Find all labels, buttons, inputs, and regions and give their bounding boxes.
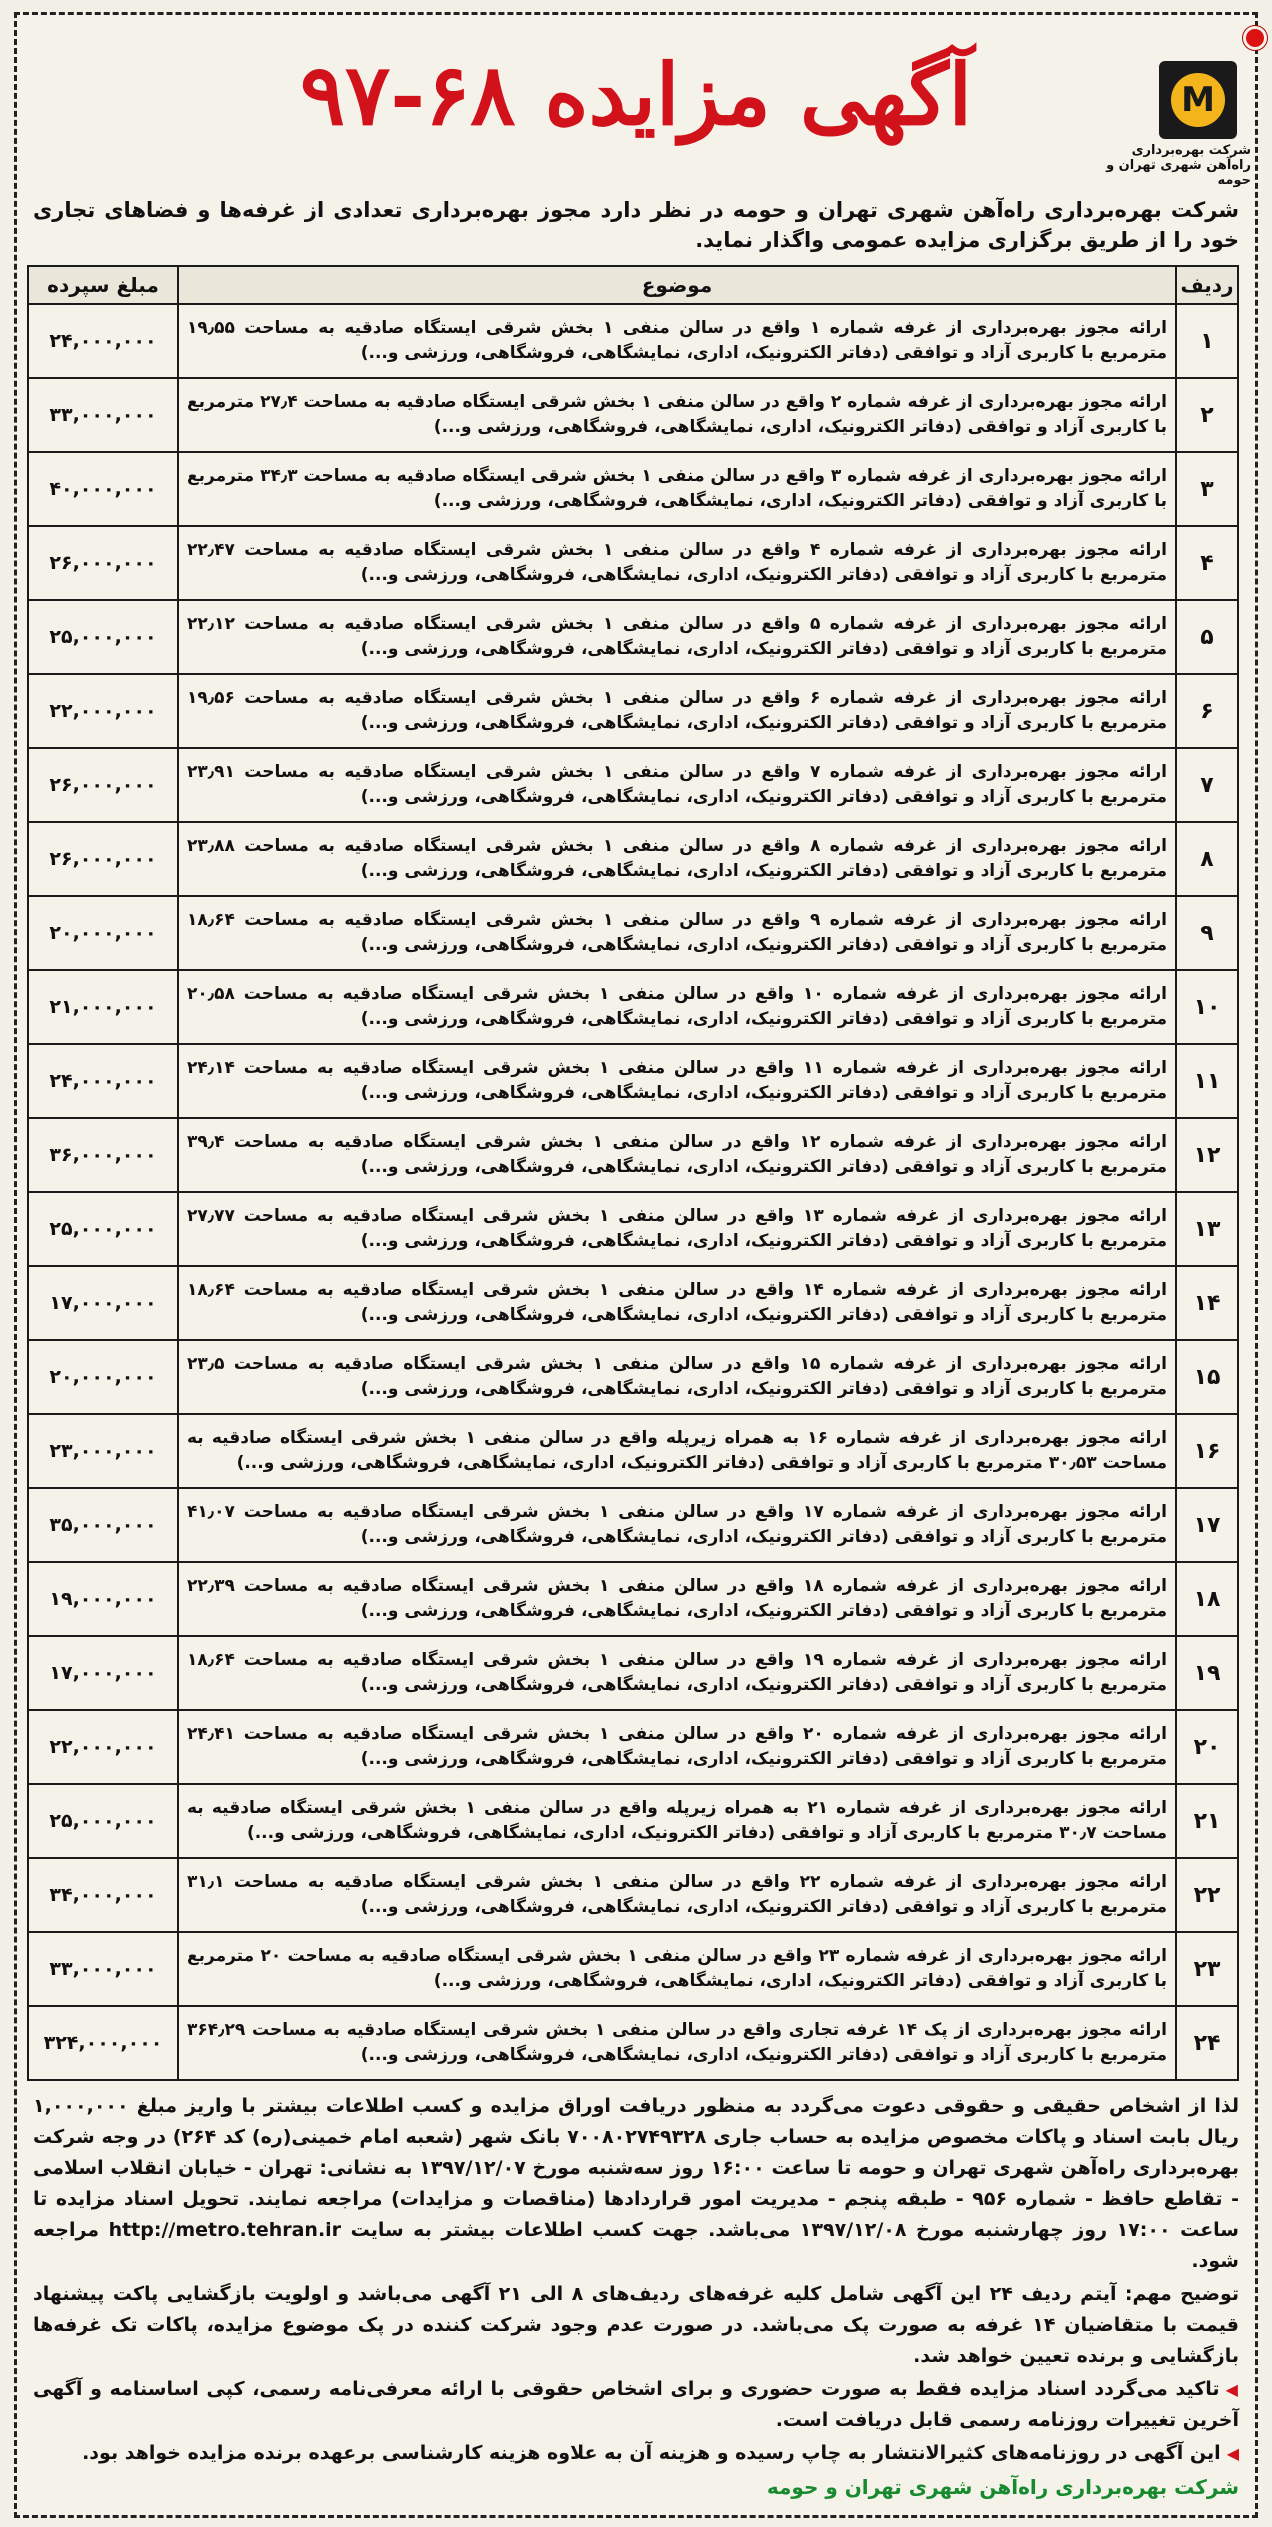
logo-caption-line-1: شرکت بهره‌برداری — [1131, 143, 1251, 158]
row-number-cell: ۲۴ — [1176, 2006, 1238, 2080]
table-row — [28, 1192, 1238, 1266]
logo-mark: M — [1181, 80, 1215, 120]
row-number-cell: ۱۵ — [1176, 1340, 1238, 1414]
subject-cell: ارائه مجوز بهره‌برداری از غرفه شماره ۹ واقع در سالن منفی ۱ بخش شرقی ایستگاه صادقیه به مساحت ۱۸٫۶۴ مترمربع با کاربری آزاد و توافقی (دفاتر الکترونیک، اداری، نمایشگاهی، فروشگاهی، ورزشی و...) — [178, 896, 1176, 970]
deposit-cell: ۱۷,۰۰۰,۰۰۰ — [28, 1266, 178, 1340]
table-row — [28, 1118, 1238, 1192]
table-header-row — [28, 266, 1238, 304]
red-triangle-bullet-icon: ◀ — [1225, 2380, 1240, 2399]
deposit-cell: ۲۰,۰۰۰,۰۰۰ — [28, 1340, 178, 1414]
row-number-cell: ۱۹ — [1176, 1636, 1238, 1710]
row-number-cell: ۱۱ — [1176, 1044, 1238, 1118]
row-number-cell: ۱ — [1176, 304, 1238, 378]
subject-cell: ارائه مجوز بهره‌برداری از غرفه شماره ۱۷ واقع در سالن منفی ۱ بخش شرقی ایستگاه صادقیه به مساحت ۴۱٫۰۷ مترمربع با کاربری آزاد و توافقی (دفاتر الکترونیک، اداری، نمایشگاهی، فروشگاهی، ورزشی و...) — [178, 1488, 1176, 1562]
deposit-cell: ۲۲,۰۰۰,۰۰۰ — [28, 1710, 178, 1784]
table-row — [28, 748, 1238, 822]
table-row — [28, 1784, 1238, 1858]
row-number-cell: ۲۳ — [1176, 1932, 1238, 2006]
row-number-cell: ۱۸ — [1176, 1562, 1238, 1636]
row-number-cell: ۵ — [1176, 600, 1238, 674]
header — [17, 15, 1255, 188]
deposit-cell: ۱۹,۰۰۰,۰۰۰ — [28, 1562, 178, 1636]
row-number-cell: ۱۳ — [1176, 1192, 1238, 1266]
deposit-cell: ۳۳,۰۰۰,۰۰۰ — [28, 378, 178, 452]
logo-caption — [1071, 143, 1251, 188]
subject-cell: ارائه مجوز بهره‌برداری از غرفه شماره ۱۴ واقع در سالن منفی ۱ بخش شرقی ایستگاه صادقیه به مساحت ۱۸٫۶۴ مترمربع با کاربری آزاد و توافقی (دفاتر الکترونیک، اداری، نمایشگاهی، فروشگاهی، ورزشی و...) — [178, 1266, 1176, 1340]
subject-cell: ارائه مجوز بهره‌برداری از غرفه شماره ۱۳ واقع در سالن منفی ۱ بخش شرقی ایستگاه صادقیه به مساحت ۲۷٫۷۷ مترمربع با کاربری آزاد و توافقی (دفاتر الکترونیک، اداری، نمایشگاهی، فروشگاهی، ورزشی و...) — [178, 1192, 1176, 1266]
row-number-cell: ۱۴ — [1176, 1266, 1238, 1340]
note-3-text: تاکید می‌گردد اسناد مزایده فقط به صورت حضوری و برای اشخاص حقوقی با ارائه معرفی‌نامه رسمی، کپی اساسنامه و آگهی آخرین تغییرات روزنامه رسمی قابل دریافت است. — [33, 2378, 1239, 2431]
deposit-cell: ۲۰,۰۰۰,۰۰۰ — [28, 896, 178, 970]
row-number-cell: ۱۷ — [1176, 1488, 1238, 1562]
table-row — [28, 1636, 1238, 1710]
subject-cell: ارائه مجوز بهره‌برداری از غرفه شماره ۱۰ واقع در سالن منفی ۱ بخش شرقی ایستگاه صادقیه به مساحت ۲۰٫۵۸ مترمربع با کاربری آزاد و توافقی (دفاتر الکترونیک، اداری، نمایشگاهی، فروشگاهی، ورزشی و...) — [178, 970, 1176, 1044]
subject-cell: ارائه مجوز بهره‌برداری از غرفه شماره ۲۲ واقع در سالن منفی ۱ بخش شرقی ایستگاه صادقیه به مساحت ۳۱٫۱ مترمربع با کاربری آزاد و توافقی (دفاتر الکترونیک، اداری، نمایشگاهی، فروشگاهی، ورزشی و...) — [178, 1858, 1176, 1932]
header-subject: موضوع — [178, 266, 1176, 304]
header-deposit: مبلغ سپرده — [28, 266, 178, 304]
row-number-cell: ۲۰ — [1176, 1710, 1238, 1784]
row-number-cell: ۲۱ — [1176, 1784, 1238, 1858]
deposit-cell: ۲۳,۰۰۰,۰۰۰ — [28, 1414, 178, 1488]
deposit-cell: ۳۳,۰۰۰,۰۰۰ — [28, 1932, 178, 2006]
header-row-number: ردیف — [1176, 266, 1238, 304]
table-row — [28, 378, 1238, 452]
table-row — [28, 452, 1238, 526]
deposit-cell: ۲۵,۰۰۰,۰۰۰ — [28, 600, 178, 674]
table-row — [28, 1710, 1238, 1784]
row-number-cell: ۶ — [1176, 674, 1238, 748]
subject-cell: ارائه مجوز بهره‌برداری از غرفه شماره ۷ واقع در سالن منفی ۱ بخش شرقی ایستگاه صادقیه به مساحت ۲۳٫۹۱ مترمربع با کاربری آزاد و توافقی (دفاتر الکترونیک، اداری، نمایشگاهی، فروشگاهی، ورزشی و...) — [178, 748, 1176, 822]
footer-signature: شرکت بهره‌برداری راه‌آهن شهری تهران و حومه — [766, 2475, 1239, 2499]
subject-cell: ارائه مجوز بهره‌برداری از غرفه شماره ۶ واقع در سالن منفی ۱ بخش شرقی ایستگاه صادقیه به مساحت ۱۹٫۵۶ مترمربع با کاربری آزاد و توافقی (دفاتر الکترونیک، اداری، نمایشگاهی، فروشگاهی، ورزشی و...) — [178, 674, 1176, 748]
logo-caption-line-2: راه‌آهن شهری تهران و حومه — [1106, 158, 1251, 188]
row-number-cell: ۱۰ — [1176, 970, 1238, 1044]
table-row — [28, 896, 1238, 970]
subject-cell: ارائه مجوز بهره‌برداری از غرفه شماره ۱ واقع در سالن منفی ۱ بخش شرقی ایستگاه صادقیه به مساحت ۱۹٫۵۵ مترمربع با کاربری آزاد و توافقی (دفاتر الکترونیک، اداری، نمایشگاهی، فروشگاهی، ورزشی و...) — [178, 304, 1176, 378]
deposit-cell: ۲۴,۰۰۰,۰۰۰ — [28, 304, 178, 378]
note-paragraph-3 — [33, 2374, 1239, 2436]
row-number-cell: ۴ — [1176, 526, 1238, 600]
intro-text: شرکت بهره‌برداری راه‌آهن شهری تهران و حومه در نظر دارد مجوز بهره‌برداری تعدادی از غرفه‌ها و فضاهای تجاری خود را از طریق برگزاری مزایده عمومی واگذار نماید. — [33, 198, 1239, 252]
table-row — [28, 304, 1238, 378]
deposit-cell: ۳۵,۰۰۰,۰۰۰ — [28, 1488, 178, 1562]
row-number-cell: ۲۲ — [1176, 1858, 1238, 1932]
row-number-cell: ۳ — [1176, 452, 1238, 526]
table-row — [28, 822, 1238, 896]
deposit-cell: ۲۵,۰۰۰,۰۰۰ — [28, 1192, 178, 1266]
deposit-cell: ۲۴,۰۰۰,۰۰۰ — [28, 1044, 178, 1118]
row-number-cell: ۱۲ — [1176, 1118, 1238, 1192]
table-row — [28, 1266, 1238, 1340]
deposit-cell: ۲۲,۰۰۰,۰۰۰ — [28, 674, 178, 748]
note-paragraph-2: توضیح مهم: آیتم ردیف ۲۴ این آگهی شامل کلیه غرفه‌های ردیف‌های ۸ الی ۲۱ آگهی می‌باشد و اولویت بازگشایی پاکت پیشنهاد قیمت با متقاضیان ۱۴ غرفه به صورت پک می‌باشد. در صورت عدم وجود شرکت کننده در پک موضوع مزایده، پاکات تک غرفه‌ها بازگشایی و برنده تعیین خواهد شد. — [33, 2283, 1240, 2367]
table-row — [28, 1488, 1238, 1562]
note-paragraph-4 — [33, 2438, 1239, 2469]
notes — [33, 2091, 1239, 2469]
table-row — [28, 1858, 1238, 1932]
deposit-cell: ۳۴,۰۰۰,۰۰۰ — [28, 1858, 178, 1932]
deposit-cell: ۳۶,۰۰۰,۰۰۰ — [28, 1118, 178, 1192]
subject-cell: ارائه مجوز بهره‌برداری از غرفه شماره ۲۰ واقع در سالن منفی ۱ بخش شرقی ایستگاه صادقیه به مساحت ۲۴٫۴۱ مترمربع با کاربری آزاد و توافقی (دفاتر الکترونیک، اداری، نمایشگاهی، فروشگاهی، ورزشی و...) — [178, 1710, 1176, 1784]
note-paragraph-1: لذا از اشخاص حقیقی و حقوقی دعوت می‌گردد به منظور دریافت اوراق مزایده و کسب اطلاعات بیشتر با واریز مبلغ ۱,۰۰۰,۰۰۰ ریال بابت اسناد و پاکات مخصوص مزایده به حساب جاری ۷۰۰۸۰۲۷۴۹۳۲۸ بانک شهر (شعبه امام خمینی(ره) کد ۲۶۴) در وجه شرکت بهره‌برداری راه‌آهن شهری تهران و حومه تا ساعت ۱۶:۰۰ روز سه‌شنبه مورخ ۱۳۹۷/۱۲/۰۷ به نشانی: تهران - خیابان انقلاب اسلامی - تقاطع حافظ - شماره ۹۵۶ - طبقه پنجم - مدیریت امور قراردادها (مناقصات و مزایدات) مراجعه نمایند. تحویل اسناد مزایده تا ساعت ۱۷:۰۰ روز چهارشنبه مورخ ۱۳۹۷/۱۲/۰۸ می‌باشد. جهت کسب اطلاعات بیشتر به سایت http://metro.tehran.ir مراجعه شود. — [33, 2095, 1239, 2272]
table-row — [28, 1932, 1238, 2006]
row-number-cell: ۸ — [1176, 822, 1238, 896]
subject-cell: ارائه مجوز بهره‌برداری از غرفه شماره ۲ واقع در سالن منفی ۱ بخش شرقی ایستگاه صادقیه به مساحت ۲۷٫۴ مترمربع با کاربری آزاد و توافقی (دفاتر الکترونیک، اداری، نمایشگاهی، فروشگاهی، ورزشی و...) — [178, 378, 1176, 452]
deposit-cell: ۳۲۴,۰۰۰,۰۰۰ — [28, 2006, 178, 2080]
deposit-cell: ۲۶,۰۰۰,۰۰۰ — [28, 748, 178, 822]
auction-table — [27, 265, 1239, 2081]
subject-cell: ارائه مجوز بهره‌برداری از غرفه شماره ۵ واقع در سالن منفی ۱ بخش شرقی ایستگاه صادقیه به مساحت ۲۲٫۱۲ مترمربع با کاربری آزاد و توافقی (دفاتر الکترونیک، اداری، نمایشگاهی، فروشگاهی، ورزشی و...) — [178, 600, 1176, 674]
subject-cell: ارائه مجوز بهره‌برداری از غرفه شماره ۱۱ واقع در سالن منفی ۱ بخش شرقی ایستگاه صادقیه به مساحت ۲۴٫۱۴ مترمربع با کاربری آزاد و توافقی (دفاتر الکترونیک، اداری، نمایشگاهی، فروشگاهی، ورزشی و...) — [178, 1044, 1176, 1118]
table-row — [28, 1044, 1238, 1118]
deposit-cell: ۲۱,۰۰۰,۰۰۰ — [28, 970, 178, 1044]
table-row — [28, 970, 1238, 1044]
subject-cell: ارائه مجوز بهره‌برداری از غرفه شماره ۳ واقع در سالن منفی ۱ بخش شرقی ایستگاه صادقیه به مساحت ۳۴٫۳ مترمربع با کاربری آزاد و توافقی (دفاتر الکترونیک، اداری، نمایشگاهی، فروشگاهی، ورزشی و...) — [178, 452, 1176, 526]
table-row — [28, 2006, 1238, 2080]
subject-cell: ارائه مجوز بهره‌برداری از غرفه شماره ۲۱ به همراه زیرپله واقع در سالن منفی ۱ بخش شرقی ایستگاه صادقیه به مساحت ۳۰٫۷ مترمربع با کاربری آزاد و توافقی (دفاتر الکترونیک، اداری، نمایشگاهی، فروشگاهی، ورزشی و...) — [178, 1784, 1176, 1858]
table-row — [28, 526, 1238, 600]
deposit-cell: ۱۷,۰۰۰,۰۰۰ — [28, 1636, 178, 1710]
table-row — [28, 600, 1238, 674]
row-number-cell: ۱۶ — [1176, 1414, 1238, 1488]
page-title: آگهی مزایده ۶۸-۹۷ — [299, 45, 973, 144]
deposit-cell: ۲۵,۰۰۰,۰۰۰ — [28, 1784, 178, 1858]
subject-cell: ارائه مجوز بهره‌برداری از غرفه شماره ۸ واقع در سالن منفی ۱ بخش شرقی ایستگاه صادقیه به مساحت ۲۳٫۸۸ مترمربع با کاربری آزاد و توافقی (دفاتر الکترونیک، اداری، نمایشگاهی، فروشگاهی، ورزشی و...) — [178, 822, 1176, 896]
row-number-cell: ۷ — [1176, 748, 1238, 822]
advertisement-sheet — [14, 12, 1258, 2518]
deposit-cell: ۴۰,۰۰۰,۰۰۰ — [28, 452, 178, 526]
subject-cell: ارائه مجوز بهره‌برداری از غرفه شماره ۱۹ واقع در سالن منفی ۱ بخش شرقی ایستگاه صادقیه به مساحت ۱۸٫۶۴ مترمربع با کاربری آزاد و توافقی (دفاتر الکترونیک، اداری، نمایشگاهی، فروشگاهی، ورزشی و...) — [178, 1636, 1176, 1710]
subject-cell: ارائه مجوز بهره‌برداری از غرفه شماره ۱۸ واقع در سالن منفی ۱ بخش شرقی ایستگاه صادقیه به مساحت ۲۲٫۳۹ مترمربع با کاربری آزاد و توافقی (دفاتر الکترونیک، اداری، نمایشگاهی، فروشگاهی، ورزشی و...) — [178, 1562, 1176, 1636]
deposit-cell: ۲۶,۰۰۰,۰۰۰ — [28, 822, 178, 896]
table-row — [28, 674, 1238, 748]
subject-cell: ارائه مجوز بهره‌برداری از غرفه شماره ۱۶ به همراه زیرپله واقع در سالن منفی ۱ بخش شرقی ایستگاه صادقیه به مساحت ۳۰٫۵۳ مترمربع با کاربری آزاد و توافقی (دفاتر الکترونیک، اداری، نمایشگاهی، فروشگاهی، ورزشی و...) — [178, 1414, 1176, 1488]
row-number-cell: ۹ — [1176, 896, 1238, 970]
table-row — [28, 1340, 1238, 1414]
deposit-cell: ۲۶,۰۰۰,۰۰۰ — [28, 526, 178, 600]
subject-cell: ارائه مجوز بهره‌برداری از غرفه شماره ۱۵ واقع در سالن منفی ۱ بخش شرقی ایستگاه صادقیه به مساحت ۲۳٫۵ مترمربع با کاربری آزاد و توافقی (دفاتر الکترونیک، اداری، نمایشگاهی، فروشگاهی، ورزشی و...) — [178, 1340, 1176, 1414]
row-number-cell: ۲ — [1176, 378, 1238, 452]
table-row — [28, 1562, 1238, 1636]
subject-cell: ارائه مجوز بهره‌برداری از غرفه شماره ۱۲ واقع در سالن منفی ۱ بخش شرقی ایستگاه صادقیه به مساحت ۳۹٫۴ مترمربع با کاربری آزاد و توافقی (دفاتر الکترونیک، اداری، نمایشگاهی، فروشگاهی، ورزشی و...) — [178, 1118, 1176, 1192]
table-row — [28, 1414, 1238, 1488]
subject-cell: ارائه مجوز بهره‌برداری از غرفه شماره ۲۳ واقع در سالن منفی ۱ بخش شرقی ایستگاه صادقیه به مساحت ۲۰ مترمربع با کاربری آزاد و توافقی (دفاتر الکترونیک، اداری، نمایشگاهی، فروشگاهی، ورزشی و...) — [178, 1932, 1176, 2006]
subject-cell: ارائه مجوز بهره‌برداری از پک ۱۴ غرفه تجاری واقع در سالن منفی ۱ بخش شرقی ایستگاه صادقیه به مساحت ۳۶۴٫۲۹ مترمربع با کاربری آزاد و توافقی (دفاتر الکترونیک، اداری، نمایشگاهی، فروشگاهی، ورزشی و...) — [178, 2006, 1176, 2080]
red-triangle-bullet-icon: ◀ — [1226, 2444, 1239, 2463]
note-4-text: این آگهی در روزنامه‌های کثیرالانتشار به چاپ رسیده و هزینه آن به علاوه هزینه کارشناسی برعهده برنده مزایده خواهد بود. — [82, 2442, 1221, 2464]
subject-cell: ارائه مجوز بهره‌برداری از غرفه شماره ۴ واقع در سالن منفی ۱ بخش شرقی ایستگاه صادقیه به مساحت ۲۲٫۴۷ مترمربع با کاربری آزاد و توافقی (دفاتر الکترونیک، اداری، نمایشگاهی، فروشگاهی، ورزشی و...) — [178, 526, 1176, 600]
